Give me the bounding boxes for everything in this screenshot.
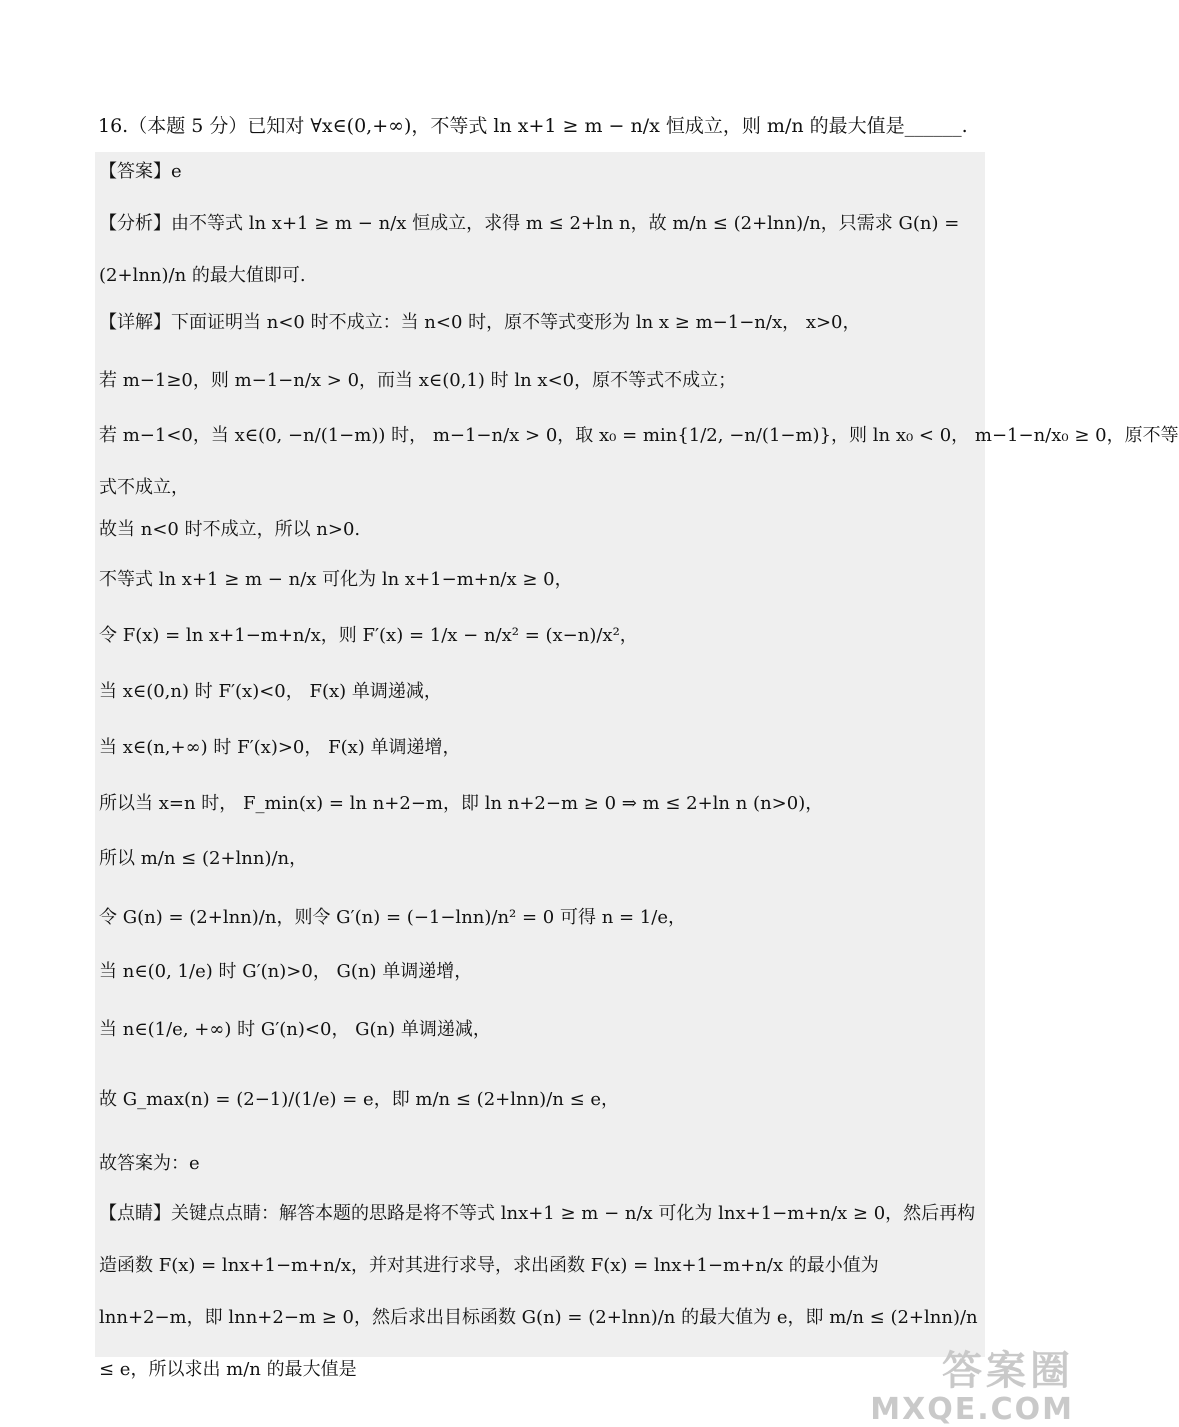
detail-line: 不等式 ln x+1 ≥ m − n/x 可化为 ln x+1−m+n/x ≥ 0， — [99, 569, 573, 590]
detail-line: 故答案为：e — [99, 1153, 200, 1174]
watermark-logo — [870, 1348, 1074, 1426]
detail-line: 令 F(x) = ln x+1−m+n/x，则 F′(x) = 1/x − n/x² = (x−n)/x²， — [99, 625, 638, 646]
detail-line: 当 x∈(n,+∞) 时 F′(x)>0， F(x) 单调递增， — [99, 737, 461, 758]
detail-line: 所以 m/n ≤ (2+lnn)/n， — [99, 848, 308, 869]
answer-line: 【答案】e — [99, 161, 182, 182]
detail-line: 式不成立， — [99, 477, 189, 498]
detail-line: 故当 n<0 时不成立，所以 n>0. — [99, 519, 361, 540]
detail-line: 令 G(n) = (2+lnn)/n，则令 G′(n) = (−1−lnn)/n² = 0 可得 n = 1/e， — [99, 907, 686, 928]
detail-line: 当 n∈(0, 1/e) 时 G′(n)>0， G(n) 单调递增， — [99, 961, 473, 982]
detail-line: 【详解】下面证明当 n<0 时不成立：当 n<0 时，原不等式变形为 ln x ≥ m−1−n/x， x>0， — [99, 312, 861, 333]
question-stem: 16.（本题 5 分）已知对 ∀x∈(0,+∞)，不等式 ln x+1 ≥ m − n/x 恒成立，则 m/n 的最大值是______. — [98, 115, 968, 137]
detail-line: 当 x∈(0,n) 时 F′(x)<0， F(x) 单调递减， — [99, 681, 442, 702]
detail-line: 所以当 x=n 时， F_min(x) = ln n+2−m，即 ln n+2−m ≥ 0 ⇒ m ≤ 2+ln n (n>0)， — [99, 793, 824, 814]
watermark-text: 答案圈 — [942, 1348, 1074, 1394]
analysis-paragraph: 【分析】由不等式 ln x+1 ≥ m − n/x 恒成立，求得 m ≤ 2+ln n，故 m/n ≤ (2+lnn)/n，只需求 G(n) = (2+lnn)/n 的最大值即可. — [99, 213, 960, 286]
detail-line: 若 m−1≥0，则 m−1−n/x > 0，而当 x∈(0,1) 时 ln x<0，原不等式不成立； — [99, 370, 737, 391]
detail-line: 当 n∈(1/e, +∞) 时 G′(n)<0， G(n) 单调递减， — [99, 1019, 491, 1040]
detail-line: 若 m−1<0，当 x∈(0, −n/(1−m)) 时， m−1−n/x > 0，取 x₀ = min{1/2, −n/(1−m)}，则 ln x₀ < 0， m−1−n/x₀ ≥ 0，原不等 — [99, 425, 1179, 446]
watermark-url: MXQE.COM — [870, 1392, 1074, 1427]
detail-line: 故 G_max(n) = (2−1)/(1/e) = e，即 m/n ≤ (2+lnn)/n ≤ e， — [99, 1089, 620, 1110]
comment-paragraph: 【点睛】关键点点睛：解答本题的思路是将不等式 lnx+1 ≥ m − n/x 可化为 lnx+1−m+n/x ≥ 0，然后再构造函数 F(x) = lnx+1−m+n/x，并对其进行求导，求出函数 F(x) = lnx+1−m+n/x 的最小值为 lnn+2−m，即 lnn+2−m ≥ 0，然后求出目标函数 G(n) = (2+lnn)/n 的最大值为 e，即 m/n ≤ (2+lnn)/n ≤ e，所以求出 m/n 的最大值是 — [99, 1203, 978, 1380]
